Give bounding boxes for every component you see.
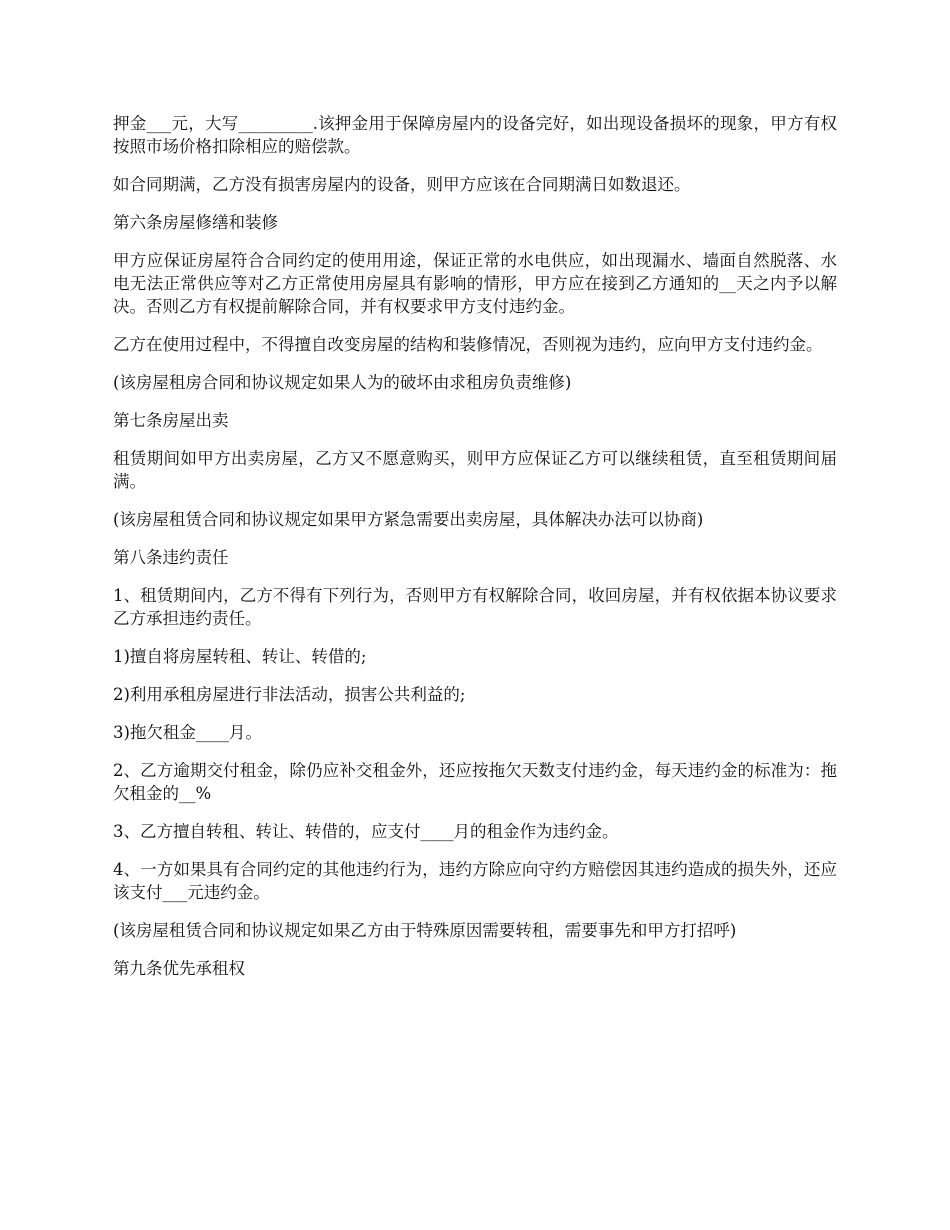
clause-2-late-payment: 2、乙方逾期交付租金，除仍应补交租金外，还应按拖欠天数支付违约金，每天违约金的标准为：拖欠租金的__% — [113, 761, 837, 803]
document-body — [113, 112, 837, 995]
list-item-sublet: 1)擅自将房屋转租、转让、转借的; — [113, 647, 367, 666]
list-item-illegal-use: 2)利用承租房屋进行非法活动，损害公共利益的; — [113, 685, 466, 704]
note-sublet-notice: (该房屋租赁合同和协议规定如果乙方由于特殊原因需要转租，需要事先和甲方打招呼) — [113, 921, 737, 940]
article-9-heading: 第九条优先承租权 — [113, 959, 245, 978]
article-7-heading: 第七条房屋出卖 — [113, 411, 229, 430]
clause-1-prohibited-acts: 1、租赁期间内，乙方不得有下列行为，否则甲方有权解除合同，收回房屋，并有权依据本协议要求乙方承担违约责任。 — [113, 586, 837, 628]
note-damage-repair: (该房屋租房合同和协议规定如果人为的破坏由求租房负责维修) — [113, 373, 572, 392]
paragraph-no-alteration: 乙方在使用过程中，不得擅自改变房屋的结构和装修情况，否则视为违约，应向甲方支付违约金。 — [113, 335, 823, 354]
paragraph-house-sale: 租赁期间如甲方出卖房屋，乙方又不愿意购买，则甲方应保证乙方可以继续租赁，直至租赁期间届满。 — [113, 449, 837, 491]
article-8-heading: 第八条违约责任 — [113, 548, 229, 567]
list-item-rent-arrears: 3)拖欠租金____月。 — [113, 723, 262, 742]
paragraph-deposit-refund: 如合同期满，乙方没有损害房屋内的设备，则甲方应该在合同期满日如数退还。 — [113, 175, 691, 194]
clause-3-sublet-penalty: 3、乙方擅自转租、转让、转借的，应支付____月的租金作为违约金。 — [113, 822, 619, 841]
note-urgent-sale: (该房屋租赁合同和协议规定如果甲方紧急需要出卖房屋，具体解决办法可以协商) — [113, 510, 704, 529]
article-6-heading: 第六条房屋修缮和装修 — [113, 213, 278, 232]
paragraph-deposit: 押金___元，大写_________.该押金用于保障房屋内的设备完好，如出现设备损坏的现象，甲方有权按照市场价格扣除相应的赔偿款。 — [113, 114, 837, 156]
paragraph-repair-obligation: 甲方应保证房屋符合合同约定的使用用途，保证正常的水电供应，如出现漏水、墙面自然脱落、水电无法正常供应等对乙方正常使用房屋具有影响的情形，甲方应在接到乙方通知的__天之内予以解决。否则乙方有权提前解除合同，并有权要求甲方支付违约金。 — [113, 251, 837, 316]
clause-4-other-breach: 4、一方如果具有合同约定的其他违约行为，违约方除应向守约方赔偿因其违约造成的损失外，还应该支付___元违约金。 — [113, 860, 837, 902]
